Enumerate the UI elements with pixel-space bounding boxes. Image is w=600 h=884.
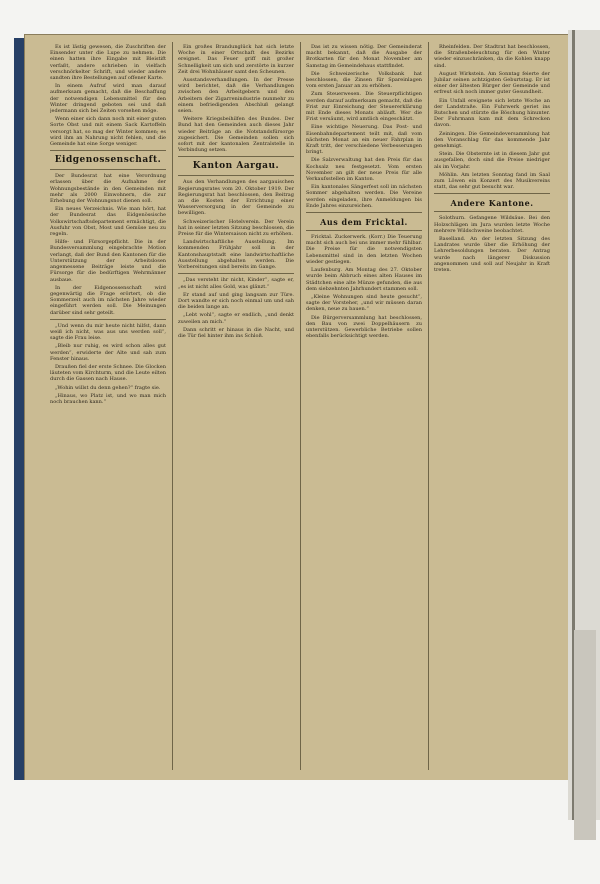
paragraph: Das ist zu wissen nötig. Der Gemeinderat macht bekannt, daß die Ausgabe der Brotkarten für den Monat November am Samstag im Gemeindehaus stattfindet. (306, 44, 422, 69)
column-1 (50, 44, 166, 772)
paragraph: August Wirkstein. Am Sonntag feierte der Jubilar seinen achtzigsten Geburtstag. Er ist einer der ältesten Bürger der Gemeinde und erfreut sich noch immer guter Gesundheit. (434, 70, 550, 96)
paragraph: Landwirtschaftliche Ausstellung. Im kommenden Frühjahr soll in der Kantonshauptstadt eine landwirtschaftliche Ausstellung abgehalten werden. Die Vorbereitungen sind bereits im Gange. (178, 239, 294, 271)
section-divider (50, 169, 166, 170)
column-rule (428, 42, 429, 770)
section-heading-andere-kantone: Andere Kantone. (450, 198, 534, 209)
column-rule (300, 42, 301, 770)
section-divider (178, 156, 294, 157)
paragraph: Möhlin. Am letzten Sonntag fand im Saal zum Löwen ein Konzert des Musikvereins statt, das sehr gut besucht war. (434, 171, 550, 191)
section-divider (434, 211, 550, 212)
article-block (178, 44, 294, 153)
paragraph: Hilfe- und Fürsorgepflicht. Die in der Bundesversammlung eingebrachte Motion verlangt, daß der Bund den Kantonen für die Unterstützung der Arbeitslosen angemessene Beiträge leiste und die Fürsorge für die bedürftigen Wehrmänner ausbaue. (50, 239, 166, 283)
paragraph: Weitere Kriegsbeihilfen des Bundes. Der Bund hat den Gemeinden auch dieses Jahr wieder Beiträge an die Notstandsfürsorge zugesichert. Die Gemeinden sollen sich sofort mit der kantonalen Zentralstelle in Verbindung setzen. (178, 116, 294, 154)
paragraph: Ein Unfall ereignete sich letzte Woche an der Landstraße. Ein Fuhrwerk geriet ins Rutschen und stürzte die Böschung hinunter. Der Fuhrmann kam mit dem Schrecken davon. (434, 97, 550, 129)
paragraph: Die Bürgerversammlung hat beschlossen, den Bau von zwei Doppelhäusern zu unterstützen. Gewerbliche Betriebe sollen ebenfalls berücksichtigt werden. (306, 314, 422, 340)
column-4 (434, 44, 550, 772)
paragraph: „Kleine Wohnungen sind heute gesucht“, sagte der Vorsteher, „und wir müssen daran denken, neue zu bauen.“ (306, 293, 422, 313)
section-heading-eidgenossenschaft: Eidgenossenschaft. (54, 155, 162, 166)
paragraph: Fricktal. Zuckerwerk. (Korr.) Die Teuerung macht sich auch bei uns immer mehr fühlbar. Die Preise für die notwendigsten Lebensmittel sind in den letzten Wochen wieder gestiegen. (306, 234, 422, 265)
paragraph: Baselland. An der letzten Sitzung des Landrates wurde über die Erhöhung der Lehrerbesoldungen beraten. Der Antrag wurde nach längerer Diskussion angenommen und soll auf Neujahr in Kraft treten. (434, 236, 550, 274)
section-divider (178, 175, 294, 176)
paragraph: „Hinaus, wo Platz ist, und wo man mich noch brauchen kann.“ (50, 392, 166, 405)
article-block (306, 44, 422, 209)
paragraph: Der Bundesrat hat eine Verordnung erlassen über die Aufnahme der Wohnungsbestände in den Gemeinden mit mehr als 2000 Einwohnern, die zur Erhebung der Wohnungsnot dienen soll. (50, 173, 166, 205)
paragraph: „Und wenn du mir heute nicht hilfst, dann weiß ich nicht, was aus uns werden soll“, sagte die Frau leise. (50, 322, 166, 342)
serial-story (50, 323, 166, 405)
paragraph: Aus den Verhandlungen des aargauischen Regierungsrates vom 20. Oktober 1919. Der Regierungsrat hat beschlossen, den Beitrag an die Kosten der Errichtung einer Wasserversorgung in der Gemeinde zu bewilligen. (178, 179, 294, 217)
column-2 (178, 44, 294, 772)
paragraph: „Bleib nur ruhig, es wird schon alles gut werden“, erwiderte der Alte und sah zum Fenster hinaus. (50, 343, 166, 362)
paragraph: Ein kantonales Sängerfest soll im nächsten Sommer abgehalten werden. Die Vereine werden eingeladen, ihre Anmeldungen bis Ende Jahres einzureichen. (306, 184, 422, 209)
article-block (178, 179, 294, 270)
paragraph: Laufenburg. Am Montag des 27. Oktober wurde beim Abbruch eines alten Hauses im Städtchen eine alte Münze gefunden, die aus dem siebzehnten Jahrhundert stammen soll. (306, 267, 422, 292)
paragraph: Draußen fiel der erste Schnee. Die Glocken läuteten vom Kirchturm, und die Leute eilten durch die Gassen nach Hause. (50, 363, 166, 383)
paragraph: Ein neues Verzeichnis. Wie man hört, hat der Bundesrat das Eidgenössische Volkswirtschaftsdepartement ermächtigt, die Ausfuhr von Obst, Most und Gemüse neu zu regeln. (50, 206, 166, 238)
paragraph: Wenn einer sich dann noch mit einer guten Sorte Obst und mit einem Sack Kartoffeln versorgt hat, so mag der Winter kommen; es wird ihm an Nahrung nicht fehlen, und die Gemeinde hat eine Sorge weniger. (50, 116, 166, 148)
paragraph: Zum Steuerwesen. Die Steuerpflichtigen werden darauf aufmerksam gemacht, daß die Frist zur Einreichung der Steuererklärung mit Ende dieses Monats abläuft. Wer die Frist versäumt, wird amtlich eingeschätzt. (306, 91, 422, 123)
paragraph: Dann schritt er hinaus in die Nacht, und die Tür fiel hinter ihm ins Schloß. (178, 326, 294, 339)
section-heading-kanton-aargau: Kanton Aargau. (192, 161, 280, 172)
adjacent-page-advert (574, 630, 596, 840)
article-block (50, 44, 166, 147)
paragraph: Er stand auf und ging langsam zur Türe. Dort wandte er sich noch einmal um und sah die beiden lange an. (178, 291, 294, 311)
section-divider (434, 193, 550, 194)
paragraph: Stein. Die Obsternte ist in diesem Jahr gut ausgefallen, doch sind die Preise niedriger als im Vorjahr. (434, 151, 550, 170)
paragraph: Rheinfelden. Der Stadtrat hat beschlossen, die Straßenbeleuchtung für den Winter wieder einzuschränken, da die Kohlen knapp sind. (434, 44, 550, 69)
paragraph: Schweizerischer Hotelverein. Der Verein hat in seiner letzten Sitzung beschlossen, die Preise für die Wintersaison nicht zu erhöhen. (178, 218, 294, 238)
section-divider (50, 319, 166, 320)
serial-story (178, 277, 294, 339)
section-heading-fricktal: Aus dem Fricktal. (320, 217, 408, 228)
paragraph: Ein großes Brandunglück hat sich letzte Woche in einer Ortschaft des Bezirks ereignet. Das Feuer griff mit großer Schnelligkeit um sich und zerstörte in kurzer Zeit drei Wohnhäuser samt den Scheunen. (178, 44, 294, 75)
paragraph: Die Schweizerische Volksbank hat beschlossen, die Zinsen für Spareinlagen vom ersten Januar an zu erhöhen. (306, 70, 422, 90)
paragraph: Ausstandsverhandlungen. In der Presse wird berichtet, daß die Verhandlungen zwischen den Arbeitgebern und den Arbeitern der Zigarrenindustrie nunmehr zu einem befriedigenden Abschluß gelangt seien. (178, 77, 294, 115)
paragraph: In einem Aufruf wird man darauf aufmerksam gemacht, daß die Beschaffung der notwendigen Lebensmittel für den Winter dringend geboten sei und daß jedermann sich bei Zeiten vorsehen möge. (50, 83, 166, 115)
paragraph: „Das versteht ihr nicht, Kinder“, sagte er, „es ist nicht alles Gold, was glänzt.“ (178, 277, 294, 290)
column-3 (306, 44, 422, 772)
section-divider (50, 150, 166, 151)
article-block (434, 215, 550, 273)
paragraph: Solothurn. Gefangene Wildsäue. Bei den Holzschlägen im Jura wurden letzte Woche mehrere Wildschweine beobachtet. (434, 215, 550, 234)
paragraph: „Lebt wohl“, sagte er endlich, „und denkt zuweilen an mich.“ (178, 312, 294, 325)
paragraph: Zeiningen. Die Gemeindeversammlung hat den Voranschlag für das kommende Jahr genehmigt. (434, 130, 550, 150)
paragraph: Die Salzverwaltung hat den Preis für das Kochsalz neu festgesetzt. Vom ersten November an gilt der neue Preis für alle Verkaufsstellen im Kanton. (306, 157, 422, 183)
column-rule (172, 42, 173, 770)
section-divider (178, 273, 294, 274)
adjacent-page-edge (568, 30, 600, 820)
paragraph: Es ist lästig gewesen, die Zuschriften der Einsender unter die Lupe zu nehmen. Die einen hatten ihre Eingabe mit Bleistift verfaßt, andere schrieben in vielfach verschnörkelter Schrift, und wieder andere sandten ihre Bestellungen auf offener Karte. (50, 44, 166, 82)
article-block (306, 234, 422, 339)
section-divider (306, 212, 422, 213)
paragraph: Eine wichtige Neuerung. Das Post- und Eisenbahndepartement teilt mit, daß vom nächsten Monat an ein neuer Fahrplan in Kraft tritt, der verschiedene Verbesserungen bringt. (306, 124, 422, 156)
article-block (434, 44, 550, 190)
article-block (50, 173, 166, 315)
paragraph: In der Eidgenossenschaft wird gegenwärtig die Frage erörtert, ob die Sommerzeit auch im nächsten Jahre wieder eingeführt werden soll. Die Meinungen darüber sind sehr geteilt. (50, 284, 166, 316)
paragraph: „Wohin willst du denn gehen?“ fragte sie. (55, 384, 161, 391)
section-divider (306, 230, 422, 231)
